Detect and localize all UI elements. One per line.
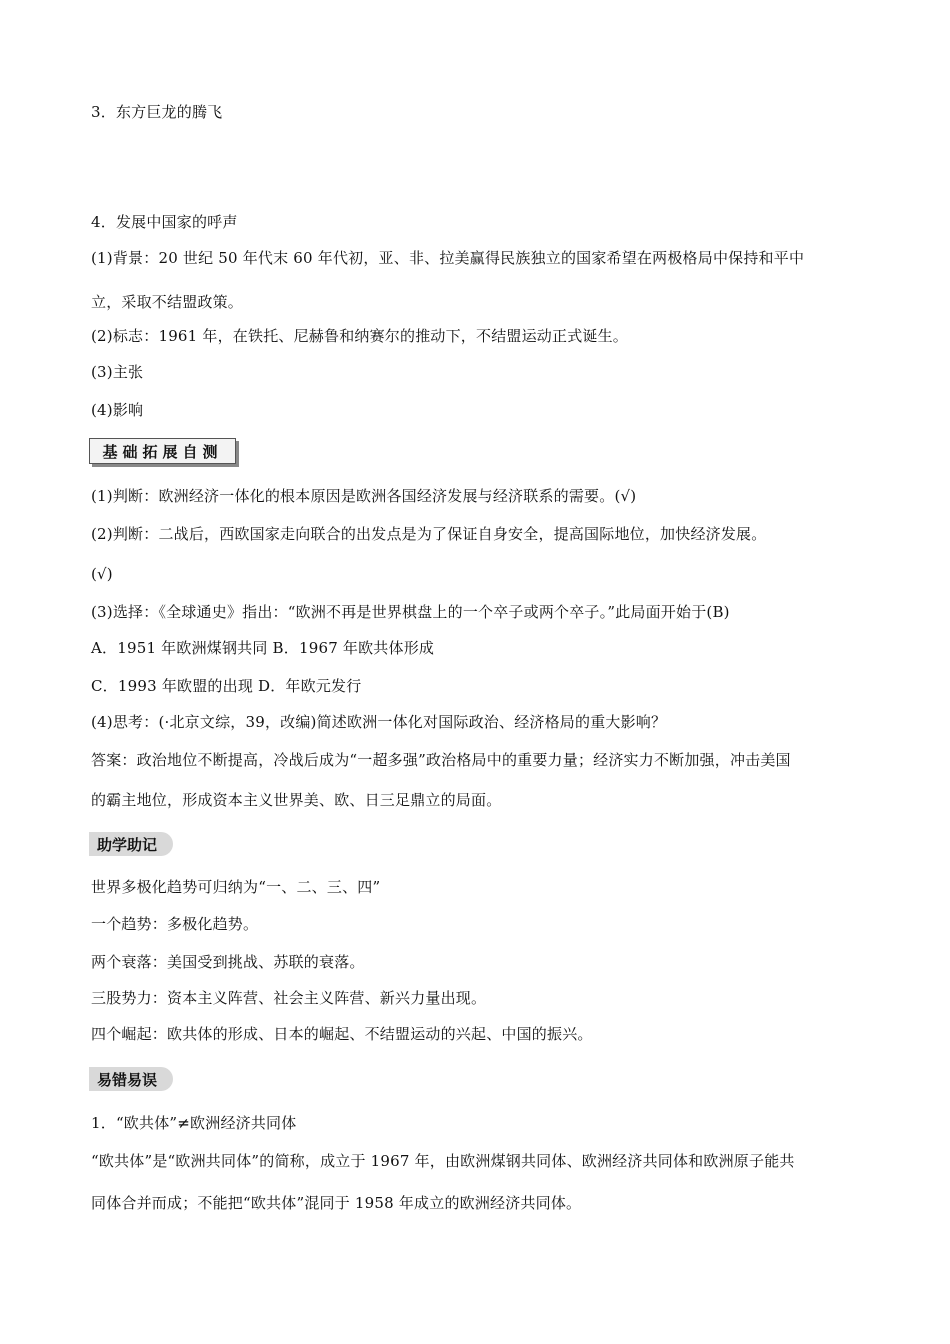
errors-item1-line1: “欧共体”是“欧洲共同体”的简称，成立于 1967 年，由欧洲煤钢共同体、欧洲经济共同体和欧洲原子能共 bbox=[91, 1152, 795, 1170]
selftest-q2-line1: (2)判断：二战后，西欧国家走向联合的出发点是为了保证自身安全，提高国际地位，加快经济发展。 bbox=[91, 525, 767, 543]
selftest-badge: 基础拓展自测 bbox=[89, 438, 236, 464]
selftest-answer-line2: 的霸主地位，形成资本主义世界美、欧、日三足鼎立的局面。 bbox=[91, 791, 502, 809]
selftest-q1: (1)判断：欧洲经济一体化的根本原因是欧洲各国经济发展与经济联系的需要。(√) bbox=[91, 487, 637, 505]
memory-four: 四个崛起：欧共体的形成、日本的崛起、不结盟运动的兴起、中国的振兴。 bbox=[91, 1025, 593, 1043]
section4-sign: (2)标志：1961 年，在铁托、尼赫鲁和纳赛尔的推动下，不结盟运动正式诞生。 bbox=[91, 327, 628, 345]
selftest-q3-options-1: A．1951 年欧洲煤钢共同 B．1967 年欧共体形成 bbox=[91, 639, 435, 657]
selftest-q3: (3)选择：《全球通史》指出：“欧洲不再是世界棋盘上的一个卒子或两个卒子。”此局面开始于(B) bbox=[91, 603, 730, 621]
selftest-q3-options-2: C．1993 年欧盟的出现 D．年欧元发行 bbox=[91, 677, 362, 695]
memory-badge: 助学助记 bbox=[89, 832, 173, 856]
errors-badge: 易错易误 bbox=[89, 1067, 173, 1091]
section4-claim: (3)主张 bbox=[91, 363, 144, 381]
errors-item1-line2: 同体合并而成；不能把“欧共体”混同于 1958 年成立的欧洲经济共同体。 bbox=[91, 1194, 582, 1212]
selftest-q4: (4)思考：(·北京文综，39，改编)简述欧洲一体化对国际政治、经济格局的重大影响？ bbox=[91, 713, 667, 731]
section4-background-line1: (1)背景：20 世纪 50 年代末 60 年代初，亚、非、拉美赢得民族独立的国家希望在两极格局中保持和平中 bbox=[91, 249, 805, 267]
section3-title: 3．东方巨龙的腾飞 bbox=[91, 103, 223, 121]
memory-intro: 世界多极化趋势可归纳为“一、二、三、四” bbox=[91, 878, 381, 896]
memory-one: 一个趋势：多极化趋势。 bbox=[91, 915, 259, 933]
section4-impact: (4)影响 bbox=[91, 401, 144, 419]
memory-three: 三股势力：资本主义阵营、社会主义阵营、新兴力量出现。 bbox=[91, 989, 487, 1007]
memory-two: 两个衰落：美国受到挑战、苏联的衰落。 bbox=[91, 953, 365, 971]
section4-title: 4．发展中国家的呼声 bbox=[91, 213, 238, 231]
selftest-answer-line1: 答案：政治地位不断提高，冷战后成为“一超多强”政治格局中的重要力量；经济实力不断加强，冲击美国 bbox=[91, 751, 791, 769]
selftest-q2-line2: (√) bbox=[91, 565, 113, 583]
section4-background-line2: 立，采取不结盟政策。 bbox=[91, 293, 244, 311]
errors-item1-title: 1．“欧共体”≠欧洲经济共同体 bbox=[91, 1114, 297, 1132]
